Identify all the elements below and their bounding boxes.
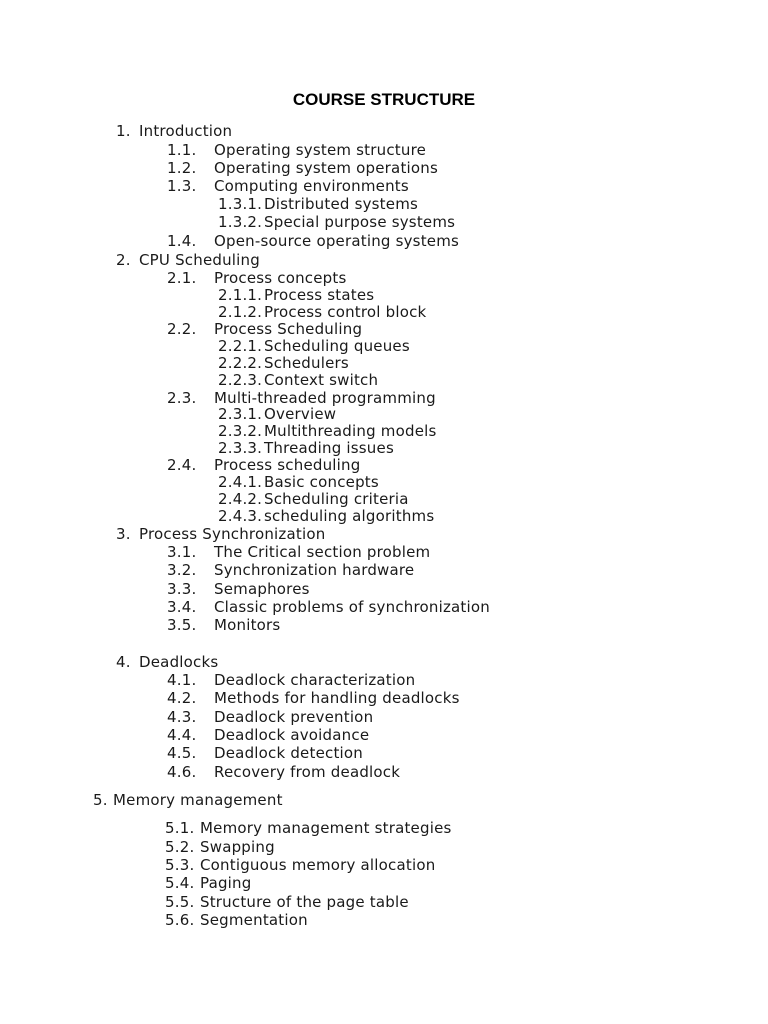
outline-text: Multi-threaded programming xyxy=(214,389,436,407)
outline-number: 2. xyxy=(116,251,131,269)
outline-number: 2.2.2. xyxy=(218,354,263,372)
outline-text: Process Synchronization xyxy=(139,525,326,543)
outline-number: 3.4. xyxy=(167,598,197,616)
outline-number: 2.3.1. xyxy=(218,405,263,423)
outline-text: Process control block xyxy=(264,303,427,321)
outline-text: Synchronization hardware xyxy=(214,561,415,579)
outline-number: 1.1. xyxy=(167,141,197,159)
outline-number: 5. xyxy=(93,791,108,809)
outline-text: Schedulers xyxy=(264,354,349,372)
outline-text: Memory management strategies xyxy=(200,819,452,837)
outline-number: 5.5. xyxy=(165,893,195,911)
outline-number: 1.3.2. xyxy=(218,213,263,231)
outline-number: 2.2. xyxy=(167,320,197,338)
outline-number: 1.3.1. xyxy=(218,195,263,213)
outline-text: Memory management xyxy=(113,791,283,809)
outline-number: 3.2. xyxy=(167,561,197,579)
outline-number: 2.2.3. xyxy=(218,371,263,389)
outline-number: 5.2. xyxy=(165,838,195,856)
outline-text: Deadlock detection xyxy=(214,744,363,762)
outline-number: 1. xyxy=(116,122,131,140)
outline-number: 2.3.3. xyxy=(218,439,263,457)
outline-number: 5.3. xyxy=(165,856,195,874)
outline-text: Monitors xyxy=(214,616,281,634)
outline-text: Scheduling queues xyxy=(264,337,410,355)
outline-number: 2.4.2. xyxy=(218,490,263,508)
outline-text: Introduction xyxy=(139,122,233,140)
outline-number: 1.4. xyxy=(167,232,197,250)
outline-text: Context switch xyxy=(264,371,379,389)
outline-number: 3.3. xyxy=(167,580,197,598)
outline-text: Contiguous memory allocation xyxy=(200,856,436,874)
outline-text: Deadlock characterization xyxy=(214,671,416,689)
outline-number: 4.3. xyxy=(167,708,197,726)
outline-number: 4.6. xyxy=(167,763,197,781)
outline-number: 4.1. xyxy=(167,671,197,689)
outline-number: 2.4.3. xyxy=(218,507,263,525)
outline-text: Structure of the page table xyxy=(200,893,409,911)
outline-text: Semaphores xyxy=(214,580,310,598)
outline-text: Overview xyxy=(264,405,337,423)
outline-number: 2.4.1. xyxy=(218,473,263,491)
outline-text: Process states xyxy=(264,286,375,304)
outline-number: 4. xyxy=(116,653,131,671)
outline-text: Segmentation xyxy=(200,911,308,929)
outline-number: 5.6. xyxy=(165,911,195,929)
outline-text: Classic problems of synchronization xyxy=(214,598,490,616)
outline-number: 4.4. xyxy=(167,726,197,744)
outline-text: Process concepts xyxy=(214,269,347,287)
outline-text: Computing environments xyxy=(214,177,409,195)
outline-text: Deadlock prevention xyxy=(214,708,374,726)
outline-text: Swapping xyxy=(200,838,275,856)
outline-number: 2.1.2. xyxy=(218,303,263,321)
outline-text: Basic concepts xyxy=(264,473,379,491)
outline-number: 4.2. xyxy=(167,689,197,707)
outline-number: 2.3.2. xyxy=(218,422,263,440)
outline-number: 5.4. xyxy=(165,874,195,892)
outline-number: 2.1. xyxy=(167,269,197,287)
page-title: COURSE STRUCTURE xyxy=(292,90,476,109)
outline-text: Process Scheduling xyxy=(214,320,363,338)
outline-text: Scheduling criteria xyxy=(264,490,409,508)
outline-text: Process scheduling xyxy=(214,456,361,474)
outline-text: Threading issues xyxy=(264,439,394,457)
outline-text: Deadlocks xyxy=(139,653,219,671)
outline-text: CPU Scheduling xyxy=(139,251,260,269)
outline-number: 2.2.1. xyxy=(218,337,263,355)
outline-number: 4.5. xyxy=(167,744,197,762)
outline-number: 2.3. xyxy=(167,389,197,407)
outline-number: 2.1.1. xyxy=(218,286,263,304)
outline-text: Distributed systems xyxy=(264,195,419,213)
outline-number: 3.5. xyxy=(167,616,197,634)
outline-number: 1.2. xyxy=(167,159,197,177)
outline-number: 3. xyxy=(116,525,131,543)
outline-text: Open-source operating systems xyxy=(214,232,460,250)
outline-text: Paging xyxy=(200,874,252,892)
outline-text: The Critical section problem xyxy=(214,543,431,561)
outline-number: 2.4. xyxy=(167,456,197,474)
outline-text: Methods for handling deadlocks xyxy=(214,689,460,707)
outline-text: Special purpose systems xyxy=(264,213,456,231)
outline-text: scheduling algorithms xyxy=(264,507,435,525)
outline-number: 5.1. xyxy=(165,819,195,837)
outline-number: 3.1. xyxy=(167,543,197,561)
outline-text: Deadlock avoidance xyxy=(214,726,370,744)
outline-text: Operating system structure xyxy=(214,141,427,159)
outline-number: 1.3. xyxy=(167,177,197,195)
outline-text: Operating system operations xyxy=(214,159,438,177)
outline-text: Multithreading models xyxy=(264,422,437,440)
outline-text: Recovery from deadlock xyxy=(214,763,401,781)
